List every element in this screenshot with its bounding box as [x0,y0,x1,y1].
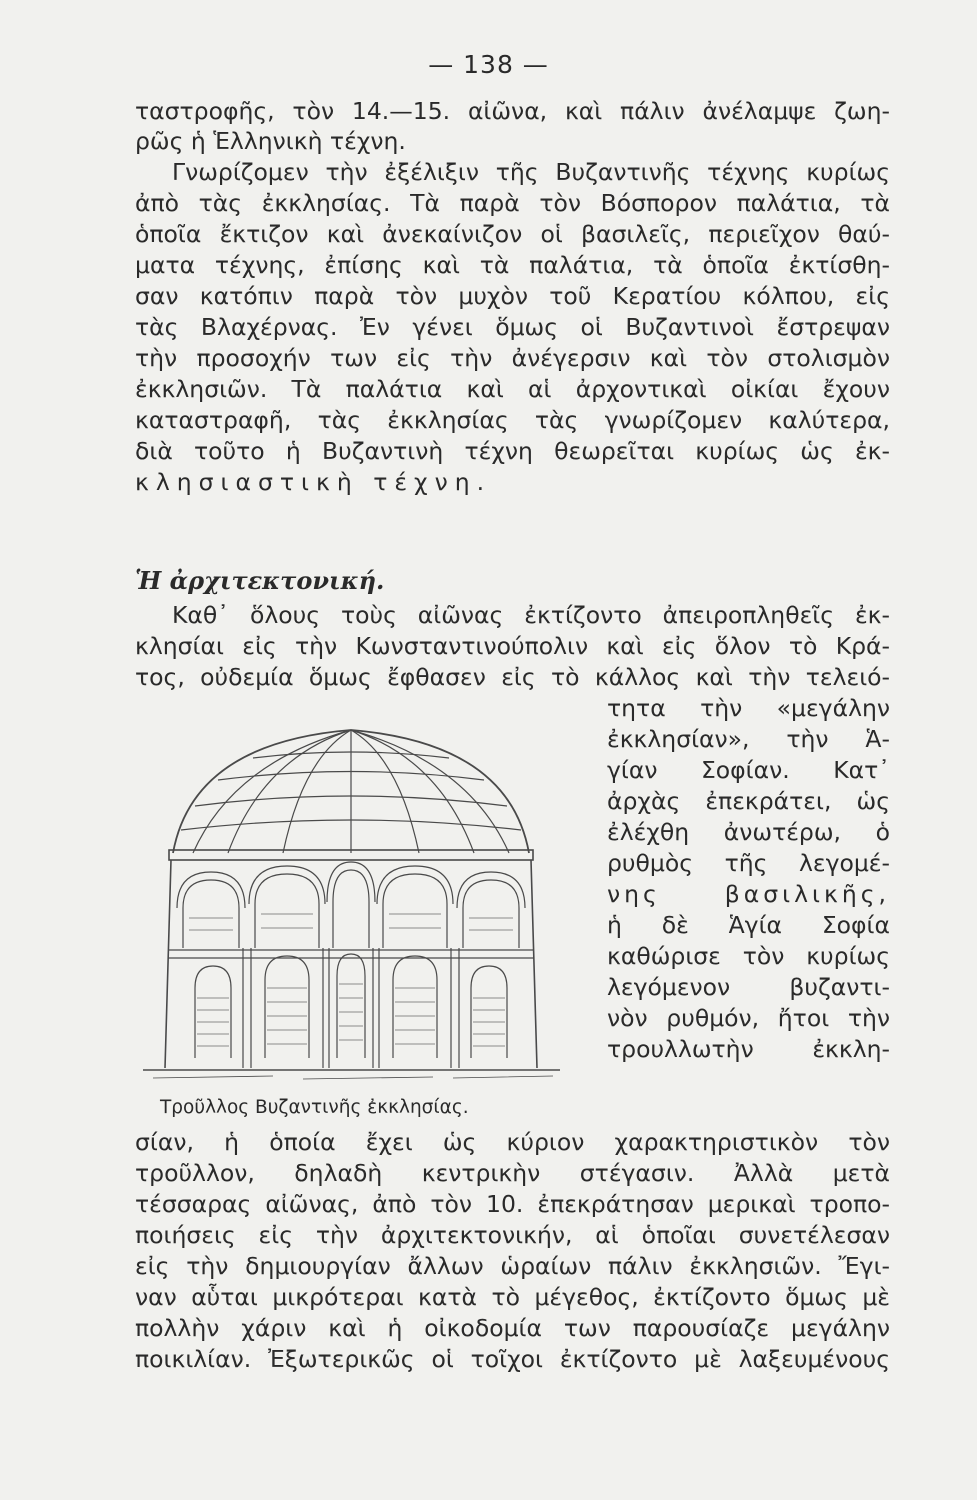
text-line: σαν κατόπιν παρὰ τὸν μυχὸν τοῦ Κερατίου κόλπου, εἰς [135,282,890,310]
text-line: τὴν προσοχήν των εἰς τὴν ἀνέγερσιν καὶ τὸν στολισμὸν [135,344,890,372]
text-line: ναν αὗται μικρότεραι κατὰ τὸ μέγεθος, ἐκτίζοντο ὅμως μὲ [135,1283,890,1311]
figure-caption: Τροῦλλος Βυζαντινῆς ἐκκλησίας. [160,1097,469,1118]
text-line: ἀρχὰς ἐπεκράτει, ὡς [607,787,890,815]
text-line: κλησιαστικὴ τέχνη. [135,468,492,496]
text-line: εἰς τὴν δημιουργίαν ἄλλων ὡραίων πάλιν ἐκκλησιῶν. Ἔγι- [135,1252,890,1280]
text-line: ποικιλίαν. Ἐξωτερικῶς οἱ τοῖχοι ἐκτίζοντο μὲ λαξευμένους [135,1345,890,1373]
dome-illustration [133,718,570,1088]
text-line: τος, οὐδεμία ὅμως ἔφθασεν εἰς τὸ κάλλος καὶ τὴν τελειό- [135,663,890,691]
text-line: σίαν, ἡ ὁποία ἔχει ὡς κύριον χαρακτηριστικὸν τὸν [135,1128,890,1156]
text-line: ματα τέχνης, ἐπίσης καὶ τὰ παλάτια, τὰ ὁποῖα ἐκτίσθη- [135,251,890,279]
text-line: κλησίαι εἰς τὴν Κωνσταντινούπολιν καὶ εἰς ὅλον τὸ Κρά- [135,632,890,660]
text-line: Γνωρίζομεν τὴν ἐξέλιξιν τῆς Βυζαντινῆς τέχνης κυρίως [172,158,890,186]
text-line: ρῶς ἡ Ἑλληνικὴ τέχνη. [135,127,406,155]
text-line: ἀπὸ τὰς ἐκκλησίας. Τὰ παρὰ τὸν Βόσπορον παλάτια, τὰ [135,189,890,217]
text-line: τέσσαρας αἰῶνας, ἀπὸ τὸν 10. ἐπεκράτησαν μερικαὶ τροπο- [135,1190,890,1218]
text-line: καθώρισε τὸν κυρίως [607,942,890,970]
text-line: διὰ τοῦτο ἡ Βυζαντινὴ τέχνη θεωρεῖται κυρίως ὡς ἐκ- [135,437,890,465]
text-line: νὸν ρυθμόν, ἤτοι τὴν [607,1004,890,1032]
text-line: πολλὴν χάριν καὶ ἡ οἰκοδομία των παρουσίαζε μεγάλην [135,1314,890,1342]
text-line: γίαν Σοφίαν. Κατ᾽ [607,756,890,784]
text-line: ἐκκλησιῶν. Τὰ παλάτια καὶ αἱ ἀρχοντικαὶ οἰκίαι ἔχουν [135,375,890,403]
byzantine-dome-drawing [133,718,570,1088]
text-line: ἐκκλησίαν», τὴν Ἁ- [607,725,890,753]
page-number: — 138 — [428,50,549,79]
section-heading: Ἡ ἀρχιτεκτονική. [135,566,385,595]
text-line: τητα τὴν «μεγάλην [607,694,890,722]
text-line: τροῦλλον, δηλαδὴ κεντρικὴν στέγασιν. Ἀλλὰ μετὰ [135,1159,890,1187]
text-line: Καθ᾽ ὅλους τοὺς αἰῶνας ἐκτίζοντο ἀπειροπληθεῖς ἐκ- [172,601,890,629]
text-line: ἡ δὲ Ἁγία Σοφία [607,911,890,939]
text-line: ἐλέχθη ἀνωτέρω, ὁ [607,818,890,846]
text-line: καταστραφῆ, τὰς ἐκκλησίας τὰς γνωρίζομεν καλύτερα, [135,406,890,434]
text-line: ταστροφῆς, τὸν 14.—15. αἰῶνα, καὶ πάλιν ἀνέλαμψε ζωη- [135,97,890,125]
text-line: ὁποῖα ἔκτιζον καὶ ἀνεκαίνιζον οἱ βασιλεῖς, περιεῖχον θαύ- [135,220,890,248]
text-line: ρυθμὸς τῆς λεγομέ- [607,849,890,877]
text-line: τρουλλωτὴν ἐκκλη- [607,1035,890,1063]
text-line: τὰς Βλαχέρνας. Ἐν γένει ὅμως οἱ Βυζαντινοὶ ἔστρεψαν [135,313,890,341]
text-line: λεγόμενον βυζαντι- [607,973,890,1001]
text-line: ποιήσεις εἰς τὴν ἀρχιτεκτονικήν, αἱ ὁποῖαι συνετέλεσαν [135,1221,890,1249]
text-line: νης βασιλικῆς, [607,880,890,908]
